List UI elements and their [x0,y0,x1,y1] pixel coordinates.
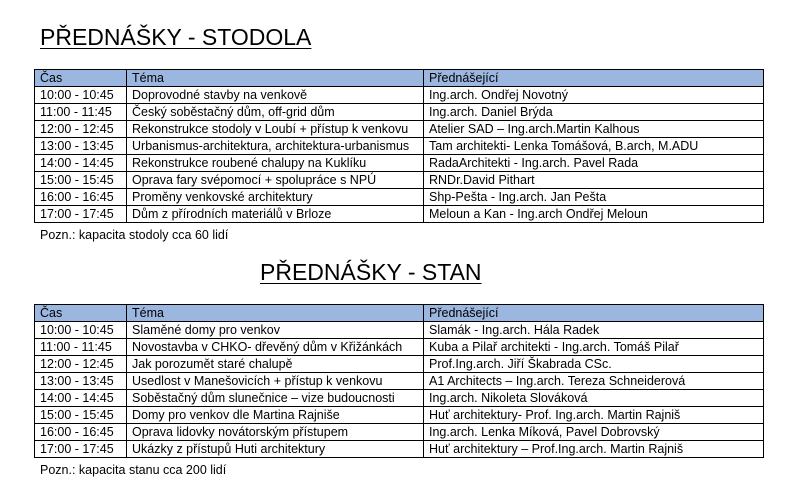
cell-topic: Dům z přírodních materiálů v Brloze [127,206,424,223]
table-row [35,407,764,424]
cell-topic: Proměny venkovské architektury [127,189,424,206]
cell-time: 12:00 - 12:45 [35,121,127,138]
stodola-schedule-table [34,69,764,223]
section1-title: PŘEDNÁŠKY - STODOLA [40,24,312,50]
cell-time: 15:00 - 15:45 [35,172,127,189]
cell-time: 12:00 - 12:45 [35,356,127,373]
cell-speaker: Ing.arch. Lenka Míková, Pavel Dobrovský [424,424,764,441]
header-speaker: Přednášející [424,305,764,322]
cell-speaker: Ing.arch. Ondřej Novotný [424,87,764,104]
cell-time: 10:00 - 10:45 [35,322,127,339]
cell-time: 11:00 - 11:45 [35,104,127,121]
cell-topic: Rekonstrukce roubené chalupy na Kuklíku [127,155,424,172]
cell-time: 14:00 - 14:45 [35,390,127,407]
table-row [35,138,764,155]
cell-topic: Český soběstačný dům, off-grid dům [127,104,424,121]
cell-topic: Urbanismus-architektura, architektura-urbanismus [127,138,424,155]
cell-speaker: RNDr.David Pithart [424,172,764,189]
cell-speaker: Atelier SAD – Ing.arch.Martin Kalhous [424,121,764,138]
cell-speaker: Meloun a Kan - Ing.arch Ondřej Meloun [424,206,764,223]
table-row [35,339,764,356]
table-row [35,87,764,104]
cell-topic: Jak porozumět staré chalupě [127,356,424,373]
stan-schedule-table [34,304,764,458]
cell-topic: Domy pro venkov dle Martina Rajniše [127,407,424,424]
cell-time: 16:00 - 16:45 [35,424,127,441]
section1-note: Pozn.: kapacita stodoly cca 60 lidí [40,228,229,242]
table-row [35,172,764,189]
table-row [35,206,764,223]
section2-note: Pozn.: kapacita stanu cca 200 lidí [40,463,227,477]
cell-speaker: Tam architekti- Lenka Tomášová, B.arch, M.ADU [424,138,764,155]
cell-time: 17:00 - 17:45 [35,441,127,458]
cell-topic: Novostavba v CHKO- dřevěný dům v Křižánkách [127,339,424,356]
cell-speaker: Shp-Pešta - Ing.arch. Jan Pešta [424,189,764,206]
table-header-row [35,70,764,87]
cell-topic: Rekonstrukce stodoly v Loubí + přístup k venkovu [127,121,424,138]
section2-title: PŘEDNÁŠKY - STAN [260,259,482,285]
cell-topic: Slaměné domy pro venkov [127,322,424,339]
cell-topic: Doprovodné stavby na venkově [127,87,424,104]
cell-speaker: RadaArchitekti - Ing.arch. Pavel Rada [424,155,764,172]
cell-speaker: A1 Architects – Ing.arch. Tereza Schneiderová [424,373,764,390]
cell-time: 16:00 - 16:45 [35,189,127,206]
cell-time: 17:00 - 17:45 [35,206,127,223]
table-row [35,390,764,407]
table-row [35,322,764,339]
cell-topic: Usedlost v Manešovicích + přístup k venkovu [127,373,424,390]
cell-speaker: Huť architektury- Prof. Ing.arch. Martin Rajniš [424,407,764,424]
cell-topic: Soběstačný dům slunečnice – vize budoucnosti [127,390,424,407]
cell-speaker: Prof.Ing.arch. Jiří Škabrada CSc. [424,356,764,373]
cell-speaker: Slamák - Ing.arch. Hála Radek [424,322,764,339]
table-row [35,155,764,172]
cell-time: 13:00 - 13:45 [35,138,127,155]
header-time: Čas [35,70,127,87]
cell-topic: Oprava fary svépomocí + spolupráce s NPÚ [127,172,424,189]
cell-speaker: Ing.arch. Nikoleta Slováková [424,390,764,407]
cell-speaker: Kuba a Pilař architekti - Ing.arch. Tomáš Pilař [424,339,764,356]
cell-time: 13:00 - 13:45 [35,373,127,390]
header-time: Čas [35,305,127,322]
table-row [35,121,764,138]
header-topic: Téma [127,305,424,322]
table-row [35,189,764,206]
table-row [35,356,764,373]
cell-time: 15:00 - 15:45 [35,407,127,424]
cell-speaker: Ing.arch. Daniel Brýda [424,104,764,121]
cell-time: 14:00 - 14:45 [35,155,127,172]
cell-topic: Oprava lidovky novátorským přístupem [127,424,424,441]
table-header-row [35,305,764,322]
table-row [35,373,764,390]
cell-time: 11:00 - 11:45 [35,339,127,356]
table-row [35,104,764,121]
header-topic: Téma [127,70,424,87]
table-row [35,441,764,458]
cell-time: 10:00 - 10:45 [35,87,127,104]
header-speaker: Přednášející [424,70,764,87]
cell-speaker: Huť architektury – Prof.Ing.arch. Martin Rajniš [424,441,764,458]
cell-topic: Ukázky z přístupů Huti architektury [127,441,424,458]
table-row [35,424,764,441]
